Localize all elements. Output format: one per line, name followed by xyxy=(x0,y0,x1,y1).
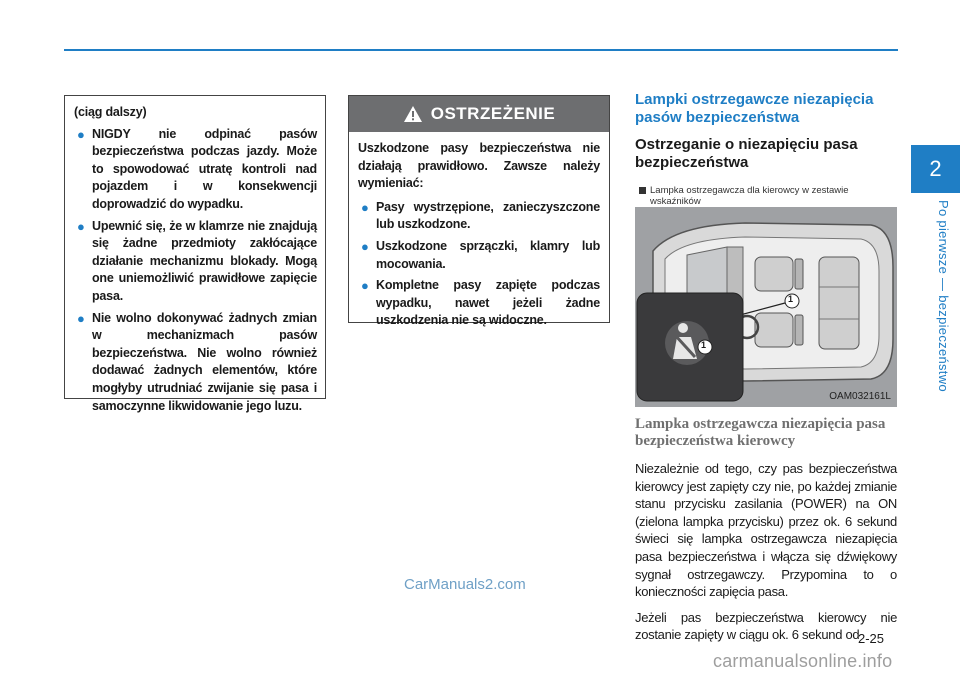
right-column xyxy=(635,91,897,652)
figure-seatbelt-warning xyxy=(635,181,897,406)
callout-number-car: 1 xyxy=(788,294,794,304)
bullet-icon: ● xyxy=(361,199,369,215)
page-number: 2-25 xyxy=(858,631,885,646)
list-item: ● Pasy wystrzępione, zanieczyszczone lub uszkodzone. xyxy=(361,199,600,232)
bullet-icon: ● xyxy=(77,126,85,142)
list-item: ● Upewnić się, że w klamrze nie znajdują się żadne przedmioty zakłócające działanie mechanizmu blokady. Mogą one uniemożliwić prawidłowe zapięcie pasa. xyxy=(77,218,317,303)
bullet-icon: ● xyxy=(77,310,85,326)
figure-code: OAM032161L xyxy=(829,391,891,402)
square-bullet-icon xyxy=(639,187,646,194)
chapter-tab: 2 xyxy=(911,145,960,193)
figure-caption: Lampka ostrzegawcza dla kierowcy w zestawie wskaźników xyxy=(635,181,897,207)
bullet-icon: ● xyxy=(361,278,369,294)
bullet-icon: ● xyxy=(361,238,369,254)
list-item: ● Uszkodzone sprzączki, klamry lub mocowania. xyxy=(361,238,600,271)
warning-box xyxy=(348,95,610,328)
warning-intro: Uszkodzone pasy bezpieczeństwa nie działają prawidłowo. Zawsze należy wymieniać: xyxy=(358,141,600,191)
continued-warning-box xyxy=(64,95,326,413)
list-item: ● NIGDY nie odpinać pasów bezpieczeństwa podczas jazdy. Może to spowodować utratę kontroli nad pojazdem i w konsekwencji doprowadzić do wypadku. xyxy=(77,126,317,211)
warning-triangle-icon xyxy=(403,105,423,123)
body-paragraph: Niezależnie od tego, czy pas bezpieczeństwa kierowcy jest zapięty czy nie, po każdej zmianie stanu przycisku zasilania (POWER) na ON (zielona lampka przycisku) przez ok. 6 sekund świeci się lampka ostrzegawcza niezapięcia pasa bezpieczeństwa i włącza się dźwiękowy sygnał ostrzegawczy. Przypomina to o konieczności zapięcia pasa. xyxy=(635,461,897,600)
watermark-site: CarManuals2.com xyxy=(404,576,526,593)
left-bullet-list xyxy=(74,126,317,416)
car-interior-illustration xyxy=(635,207,897,407)
warning-bullet-list xyxy=(358,199,600,330)
list-item: ● Nie wolno dokonywać żadnych zmian w mechanizmach pasów bezpieczeństwa. Nie wolno również dodawać żadnych elementów, które mogłyby utrudniać zwijanie się pasa i samoczynne likwidowanie jego luzu. xyxy=(77,310,317,413)
warning-body xyxy=(349,132,609,340)
bullet-icon: ● xyxy=(77,218,85,234)
chapter-label: Po pierwsze — bezpieczeństwo xyxy=(936,200,951,392)
continued-label: (ciąg dalszy) xyxy=(74,105,147,119)
subsection-title: Ostrzeganie o niezapięciu pasa bezpieczeństwa xyxy=(635,136,858,171)
watermark-footer: carmanualsonline.info xyxy=(713,651,893,671)
warning-title: OSTRZEŻENIE xyxy=(430,104,556,123)
top-rule xyxy=(64,49,898,51)
body-paragraph: Jeżeli pas bezpieczeństwa kierowcy nie zostanie zapięty w ciągu ok. 6 sekund od xyxy=(635,609,897,643)
section-title: Lampki ostrzegawcze niezapięcia pasów bezpieczeństwa xyxy=(635,91,874,126)
warning-header xyxy=(349,96,609,132)
list-item: ● Kompletne pasy zapięte podczas wypadku, nawet jeżeli żadne uszkodzenia nie są widoczne. xyxy=(361,278,600,328)
paragraph-heading: Lampka ostrzegawcza niezapięcia pasa bezpieczeństwa kierowcy xyxy=(635,416,886,449)
callout-number-inset: 1 xyxy=(701,340,707,350)
